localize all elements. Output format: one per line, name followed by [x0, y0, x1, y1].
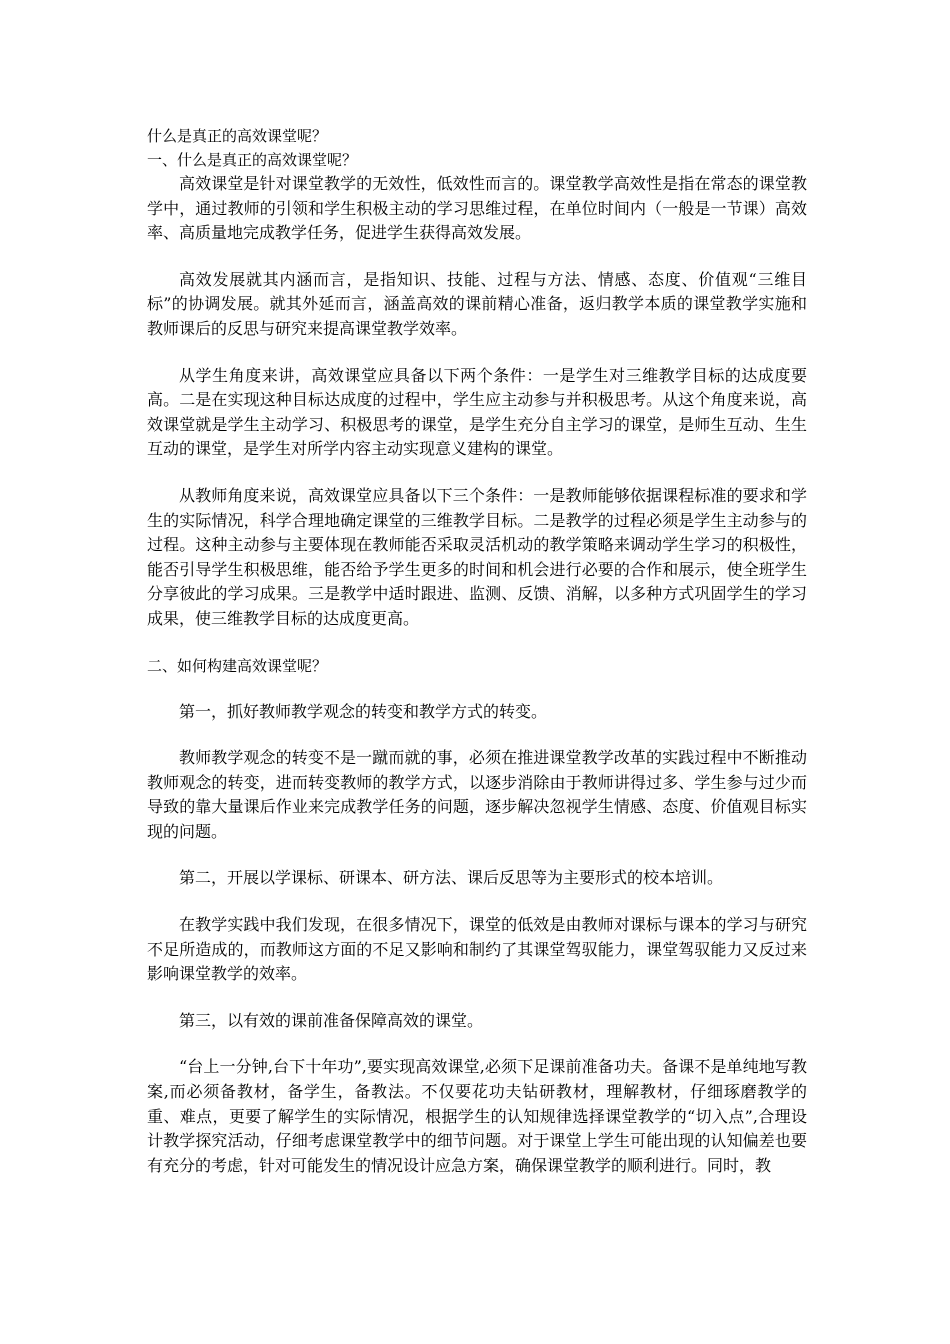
document-page	[147, 124, 807, 1178]
paragraph-2: 高效发展就其内涵而言，是指知识、技能、过程与方法、情感、态度、价值观“三维目标”的协调发展。就其外延而言，涵盖高效的课前精心准备，返归教学本质的课堂教学实施和教师课后的反思与研究来提高课堂教学效率。	[147, 269, 807, 338]
paragraph-4: 从教师角度来说，高效课堂应具备以下三个条件：一是教师能够依据课程标准的要求和学生的实际情况，科学合理地确定课堂的三维教学目标。二是教学的过程必须是学生主动参与的过程。这种主动参与主要体现在教师能否采取灵活机动的教学策略来调动学生学习的积极性，能否引导学生积极思维，能否给予学生更多的时间和机会进行必要的合作和展示，使全班学生分享彼此的学习成果。三是教学中适时跟进、监测、反馈、消解，以多种方式巩固学生的学习成果，使三维教学目标的达成度更高。	[147, 485, 807, 628]
section-1-heading: 一、什么是真正的高效课堂呢？	[147, 151, 358, 169]
paragraph-6: 教师教学观念的转变不是一蹴而就的事，必须在推进课堂教学改革的实践过程中不断推动教师观念的转变，进而转变教师的教学方式，以逐步消除由于教师讲得过多、学生参与过少而导致的靠大量课后作业来完成教学任务的问题，逐步解决忽视学生情感、态度、价值观目标实现的问题。	[147, 748, 807, 841]
document-title: 什么是真正的高效课堂呢？	[147, 127, 328, 145]
paragraph-1: 高效课堂是针对课堂教学的无效性，低效性而言的。课堂教学高效性是指在常态的课堂教学中，通过教师的引领和学生积极主动的学习思维过程，在单位时间内（一般是一节课）高效率、高质量地完成教学任务，促进学生获得高效发展。	[147, 174, 807, 243]
paragraph-9: 第三，以有效的课前准备保障高效的课堂。	[179, 1010, 484, 1030]
paragraph-5: 第一，抓好教师教学观念的转变和教学方式的转变。	[179, 701, 548, 721]
paragraph-10: “台上一分钟,台下十年功”,要实现高效课堂,必须下足课前准备功夫。备课不是单纯地写教案,而必须备教材，备学生，备教法。不仅要花功夫钻研教材，理解教材，仔细琢磨教学的重、难点，更要了解学生的实际情况，根据学生的认知规律选择课堂教学的“切入点”,合理设计教学探究活动，仔细考虑课堂教学中的细节问题。对于课堂上学生可能出现的认知偏差也要有充分的考虑，针对可能发生的情况设计应急方案，确保课堂教学的顺利进行。同时，教	[147, 1057, 807, 1175]
paragraph-8: 在教学实践中我们发现，在很多情况下，课堂的低效是由教师对课标与课本的学习与研究不足所造成的，而教师这方面的不足又影响和制约了其课堂驾驭能力，课堂驾驭能力又反过来影响课堂教学的效率。	[147, 915, 807, 984]
paragraph-3: 从学生角度来讲，高效课堂应具备以下两个条件：一是学生对三维教学目标的达成度要高。二是在实现这种目标达成度的过程中，学生应主动参与并积极思考。从这个角度来说，高效课堂就是学生主动学习、积极思考的课堂，是学生充分自主学习的课堂，是师生互动、生生互动的课堂，是学生对所学内容主动实现意义建构的课堂。	[147, 365, 807, 459]
paragraph-7: 第二，开展以学课标、研课本、研方法、课后反思等为主要形式的校本培训。	[179, 868, 724, 888]
section-2-heading: 二、如何构建高效课堂呢？	[147, 656, 328, 675]
